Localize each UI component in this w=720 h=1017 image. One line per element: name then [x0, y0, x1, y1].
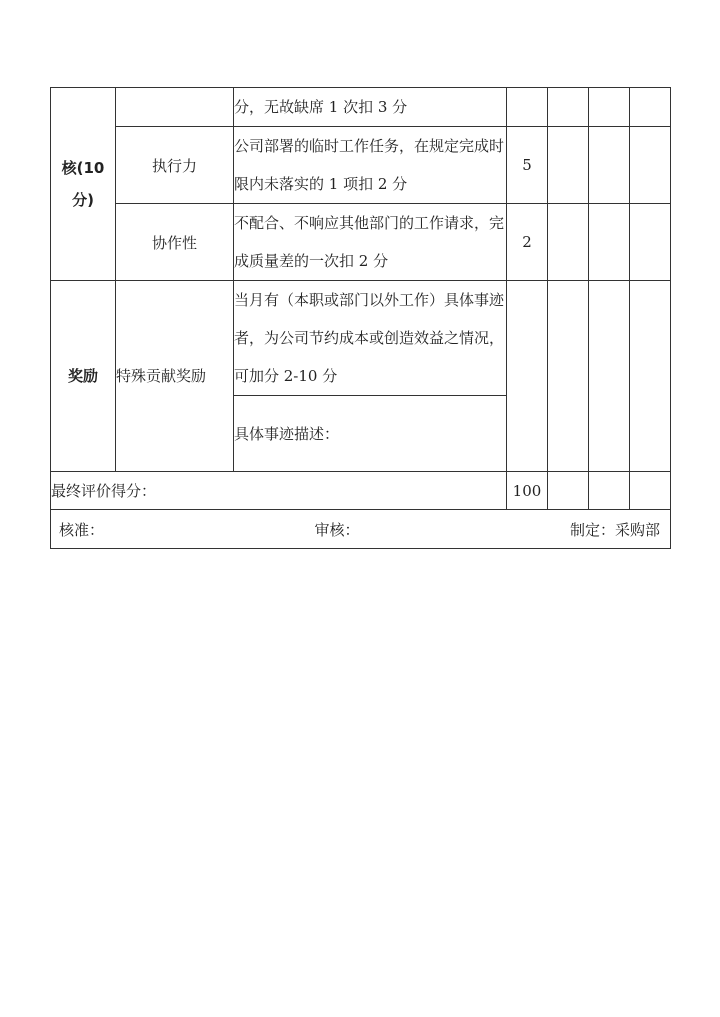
table-row: [51, 127, 671, 204]
table-row: [51, 88, 671, 127]
score-cell: [507, 88, 548, 127]
evaluation-cell[interactable]: [548, 281, 589, 472]
category-cell-reward: 奖励: [51, 281, 116, 472]
category-cell-assessment: [51, 88, 116, 281]
table-row: [51, 281, 671, 396]
score-cell: 2: [507, 204, 548, 281]
evaluation-cell[interactable]: [548, 204, 589, 281]
category-label-line2: 分): [72, 191, 94, 209]
evaluation-cell[interactable]: [548, 472, 589, 510]
criteria-cell: 当月有（本职或部门以外工作）具体事迹者，为公司节约成本或创造效益之情况，可加分 2-10 分: [234, 281, 507, 396]
final-score-label: 最终评价得分：: [51, 472, 507, 510]
score-cell: 5: [507, 127, 548, 204]
evaluation-cell[interactable]: [548, 127, 589, 204]
evaluation-cell[interactable]: [548, 88, 589, 127]
final-score-value: 100: [507, 472, 548, 510]
evaluation-cell[interactable]: [630, 472, 671, 510]
assessment-table: [50, 87, 671, 549]
evaluation-cell[interactable]: [589, 127, 630, 204]
evaluation-cell[interactable]: [630, 204, 671, 281]
table-row: [51, 204, 671, 281]
score-cell: [507, 281, 548, 472]
evaluation-cell[interactable]: [589, 204, 630, 281]
review-label: 审核：: [314, 520, 360, 539]
signature-cell: [51, 510, 671, 549]
item-cell-special-contribution: 特殊贡献奖励: [116, 281, 234, 472]
approve-label: 核准：: [59, 520, 105, 539]
criteria-cell: 分，无故缺席 1 次扣 3 分: [234, 88, 507, 127]
criteria-cell: 不配合、不响应其他部门的工作请求，完成质量差的一次扣 2 分: [234, 204, 507, 281]
signature-row: [51, 510, 671, 549]
item-cell-execution: 执行力: [116, 127, 234, 204]
item-cell: [116, 88, 234, 127]
evaluation-cell[interactable]: [589, 472, 630, 510]
criteria-cell: 公司部署的临时工作任务，在规定完成时限内未落实的 1 项扣 2 分: [234, 127, 507, 204]
table-row: [51, 472, 671, 510]
evaluation-cell[interactable]: [589, 88, 630, 127]
prepared-label: 制定：采购部: [569, 520, 660, 539]
item-cell-collaboration: 协作性: [116, 204, 234, 281]
category-label-line1: 核(10: [61, 159, 105, 177]
evaluation-cell[interactable]: [630, 88, 671, 127]
detail-description-cell[interactable]: 具体事迹描述：: [234, 396, 507, 472]
evaluation-cell[interactable]: [589, 281, 630, 472]
evaluation-cell[interactable]: [630, 281, 671, 472]
evaluation-cell[interactable]: [630, 127, 671, 204]
